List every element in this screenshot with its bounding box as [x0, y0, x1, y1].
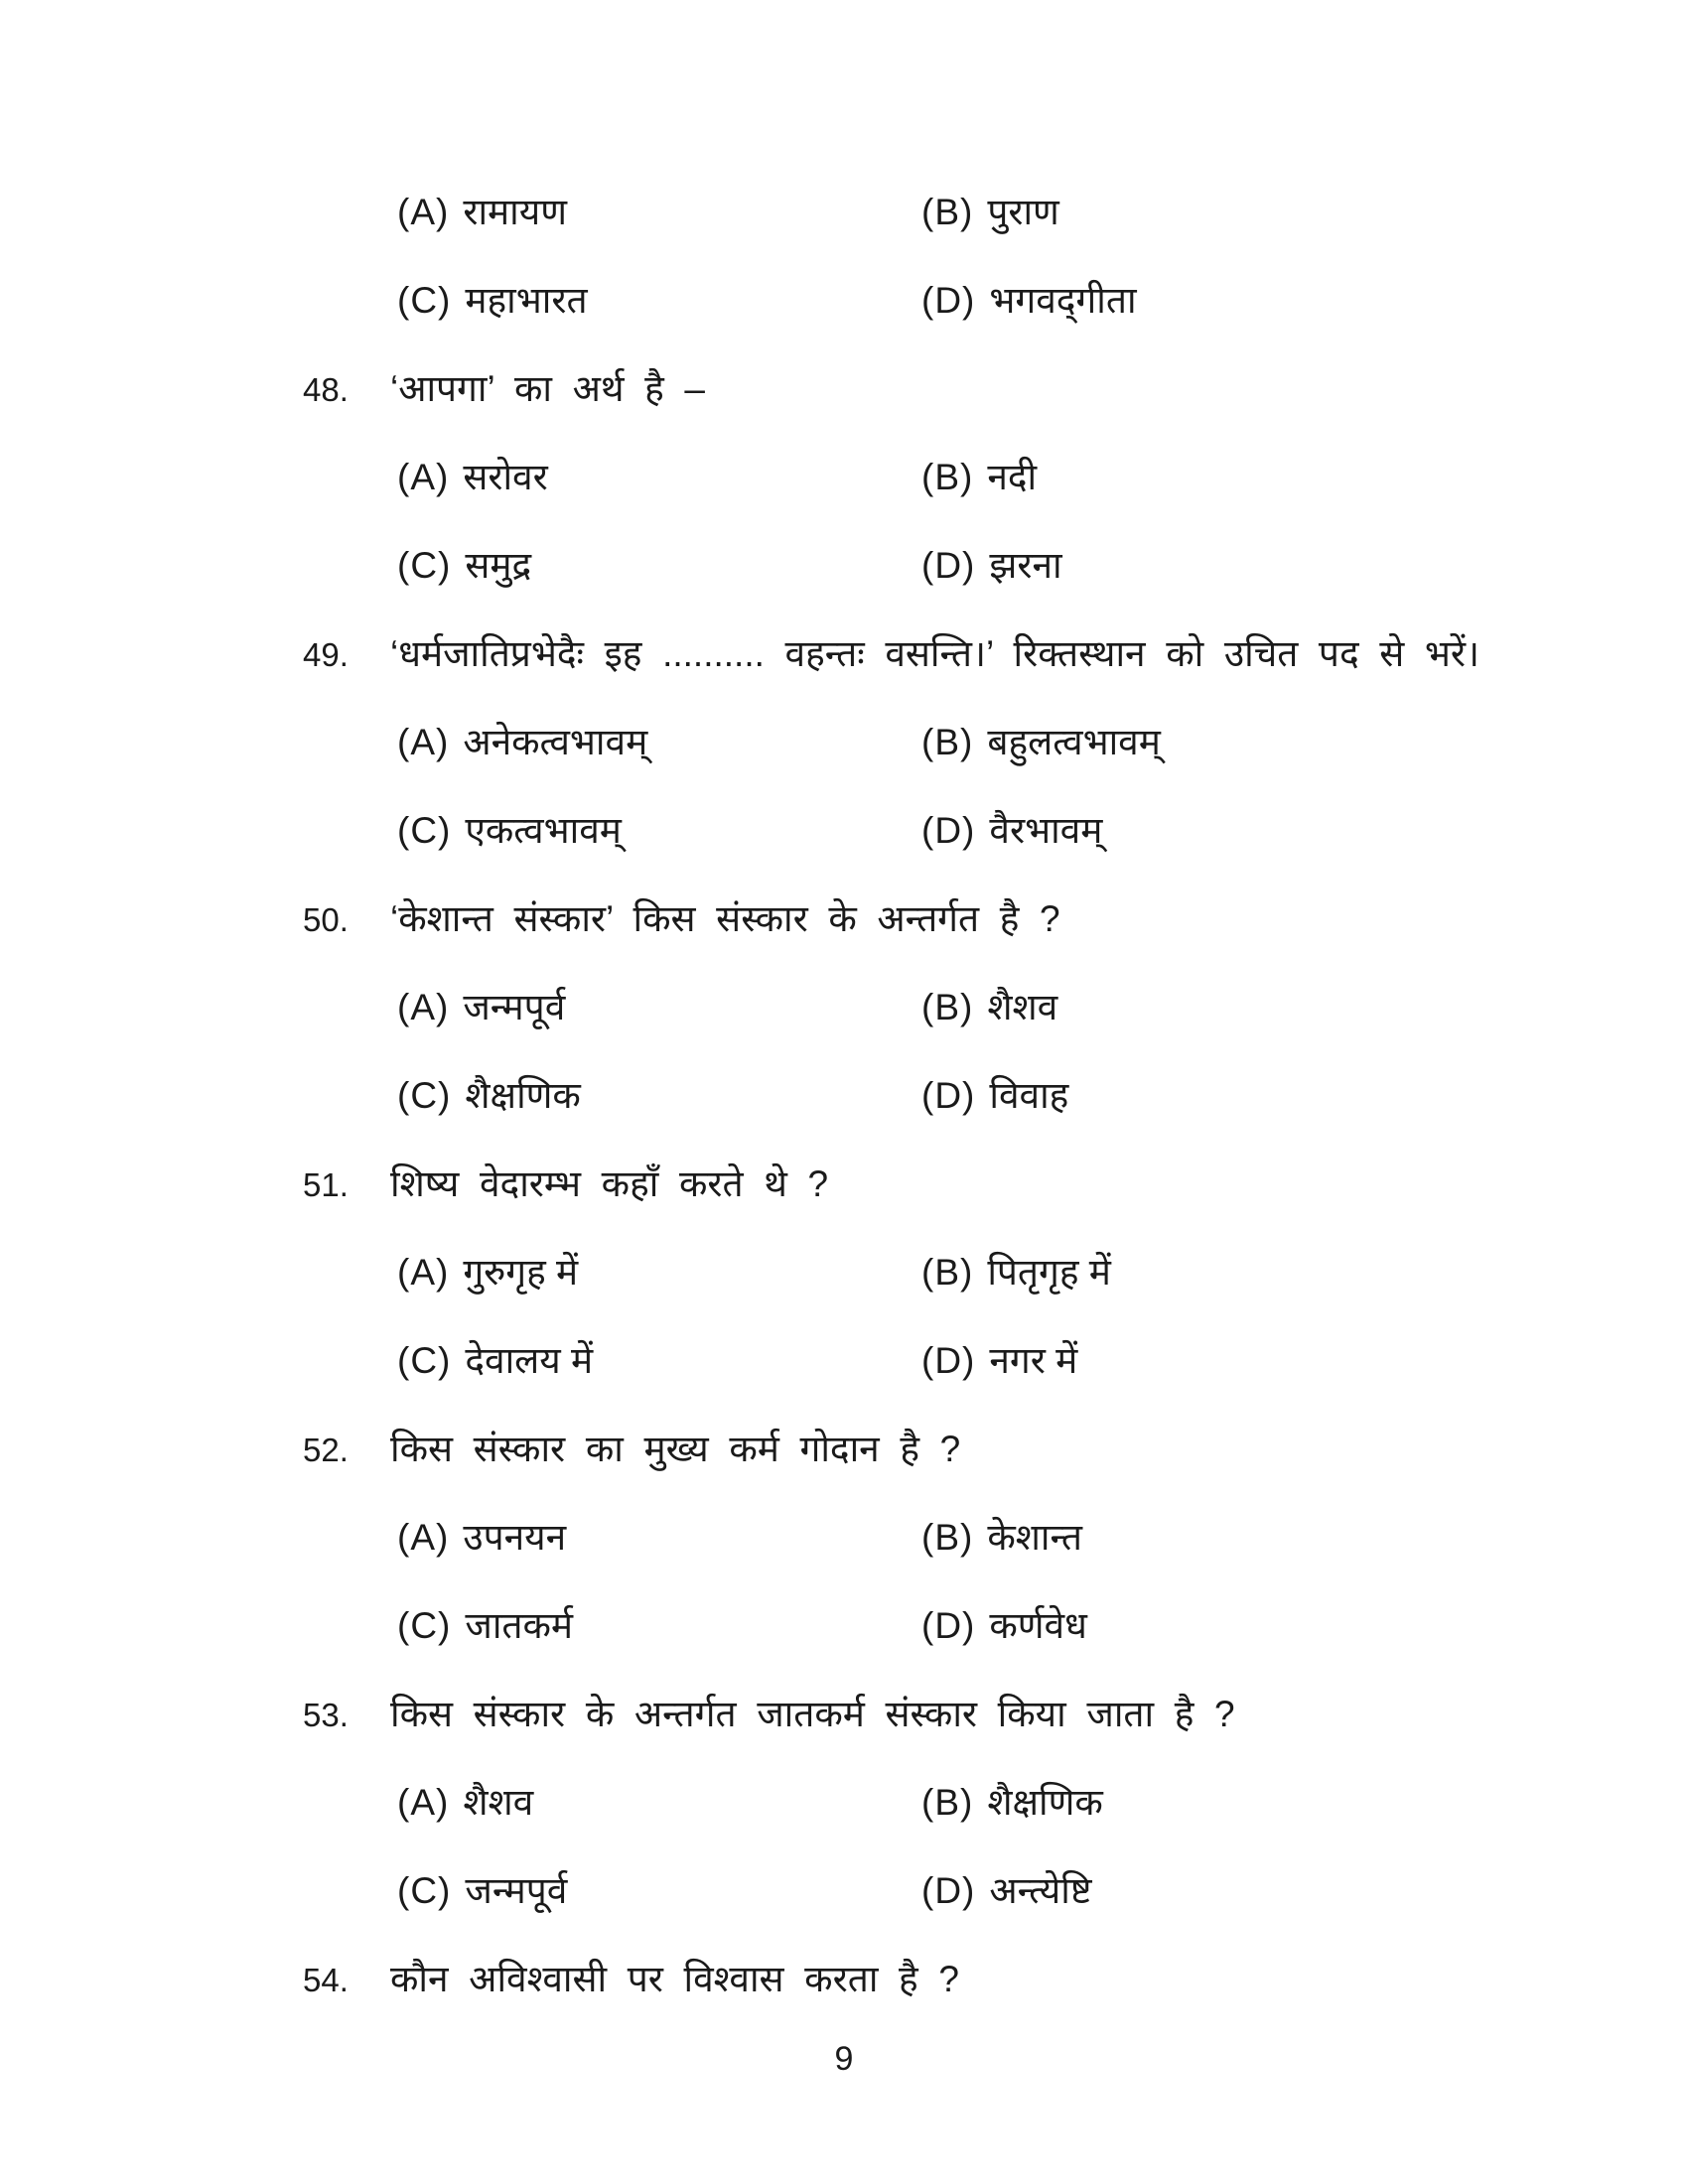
question-number: 49. [303, 636, 349, 673]
option-a [397, 450, 921, 500]
question-50-options-cd [0, 1068, 1688, 1157]
question-number: 50. [303, 901, 349, 938]
option-c [397, 538, 921, 589]
option-label: (D) [921, 545, 976, 586]
option-label: (A) [397, 722, 450, 762]
option-text: रामायण [463, 192, 567, 232]
option-d [921, 273, 1137, 324]
question-text: किस संस्कार के अन्तर्गत जातकर्म संस्कार किया जाता है ? [390, 1694, 1235, 1734]
option-label: (C) [397, 1075, 452, 1116]
option-c [397, 273, 921, 324]
option-label: (C) [397, 1605, 452, 1646]
option-text: कर्णवेध [989, 1605, 1087, 1646]
option-text: शैशव [987, 987, 1058, 1027]
option-text: झरना [989, 545, 1062, 586]
option-label: (C) [397, 810, 452, 851]
question-51 [0, 1157, 1688, 1245]
question-52-options-ab [0, 1510, 1688, 1598]
option-d [921, 538, 1062, 589]
question-48-options-ab [0, 450, 1688, 538]
option-b [921, 715, 1161, 765]
option-text: सरोवर [463, 457, 548, 497]
option-text: शैशव [463, 1782, 534, 1823]
question-53-options-ab [0, 1775, 1688, 1863]
option-c [397, 1863, 921, 1914]
option-label: (A) [397, 1517, 450, 1558]
option-label: (A) [397, 1782, 450, 1823]
option-label: (B) [921, 192, 974, 232]
option-b [921, 1510, 1082, 1561]
option-text: एकत्वभावम् [465, 810, 622, 851]
question-48-options-cd [0, 538, 1688, 626]
question-number: 51. [303, 1166, 349, 1203]
option-text: उपनयन [463, 1517, 567, 1558]
option-text: जन्मपूर्व [465, 1870, 568, 1911]
option-label: (D) [921, 280, 976, 321]
option-text: नदी [987, 457, 1038, 497]
option-a [397, 715, 921, 765]
option-label: (C) [397, 1340, 452, 1381]
question-number: 52. [303, 1432, 349, 1468]
option-label: (A) [397, 457, 450, 497]
option-c [397, 803, 921, 854]
option-text: समुद्र [465, 545, 532, 586]
option-a [397, 1775, 921, 1826]
question-number: 54. [303, 1962, 349, 1998]
option-label: (B) [921, 1252, 974, 1293]
option-label: (D) [921, 1340, 976, 1381]
question-54 [0, 1952, 1688, 2040]
option-d [921, 1333, 1077, 1384]
option-label: (D) [921, 1075, 976, 1116]
question-number: 53. [303, 1697, 349, 1733]
option-text: जातकर्म [465, 1605, 574, 1646]
question-52-options-cd [0, 1598, 1688, 1687]
option-label: (D) [921, 810, 976, 851]
option-c [397, 1598, 921, 1649]
option-text: जन्मपूर्व [463, 987, 566, 1027]
option-text: देवालय में [465, 1340, 594, 1381]
question-50-options-ab [0, 980, 1688, 1068]
question-text: किस संस्कार का मुख्य कर्म गोदान है ? [390, 1429, 961, 1469]
option-label: (A) [397, 987, 450, 1027]
question-49-options-cd [0, 803, 1688, 891]
option-label: (B) [921, 1782, 974, 1823]
option-d [921, 1068, 1068, 1119]
option-label: (B) [921, 1517, 974, 1558]
question-52 [0, 1422, 1688, 1510]
option-text: अनेकत्वभावम् [463, 722, 648, 762]
option-text: भगवद्‌गीता [989, 280, 1137, 321]
option-text: महाभारत [465, 280, 588, 321]
option-label: (A) [397, 1252, 450, 1293]
option-a [397, 185, 921, 235]
option-d [921, 1598, 1087, 1649]
option-label: (D) [921, 1870, 976, 1911]
question-53-options-cd [0, 1863, 1688, 1952]
option-label: (A) [397, 192, 450, 232]
option-c [397, 1068, 921, 1119]
question-50 [0, 891, 1688, 980]
question-49 [0, 626, 1688, 715]
question-49-options-ab [0, 715, 1688, 803]
question-47-options-cd [0, 273, 1688, 361]
question-48 [0, 361, 1688, 450]
question-text: कौन अविश्वासी पर विश्वास करता है ? [390, 1959, 959, 1999]
question-53 [0, 1687, 1688, 1775]
question-number: 48. [303, 371, 349, 408]
option-text: अन्त्येष्टि [989, 1870, 1092, 1911]
option-b [921, 1245, 1111, 1296]
question-text: ‘केशान्त संस्कार’ किस संस्कार के अन्तर्गत है ? [390, 898, 1060, 939]
question-47-options-ab [0, 185, 1688, 273]
option-b [921, 980, 1057, 1030]
question-text: ‘धर्मजातिप्रभेदैः इह .......... वहन्तः वसन्ति।’ रिक्तस्थान को उचित पद से भरें। [390, 633, 1480, 674]
option-text: गुरुगृह में [463, 1252, 579, 1293]
option-label: (C) [397, 1870, 452, 1911]
question-text: शिष्य वेदारम्भ कहाँ करते थे ? [390, 1163, 829, 1204]
option-b [921, 185, 1059, 235]
option-label: (C) [397, 545, 452, 586]
option-text: पितृगृह में [987, 1252, 1111, 1293]
option-text: नगर में [989, 1340, 1078, 1381]
option-b [921, 450, 1037, 500]
option-text: शैक्षणिक [465, 1075, 581, 1116]
option-label: (C) [397, 280, 452, 321]
option-label: (B) [921, 987, 974, 1027]
option-text: केशान्त [987, 1517, 1082, 1558]
option-b [921, 1775, 1103, 1826]
page-number: 9 [834, 2040, 854, 2078]
option-label: (B) [921, 457, 974, 497]
question-51-options-cd [0, 1333, 1688, 1422]
option-a [397, 980, 921, 1030]
option-a [397, 1510, 921, 1561]
option-d [921, 803, 1102, 854]
question-text: ‘आपगा’ का अर्थ है – [390, 368, 706, 409]
option-a [397, 1245, 921, 1296]
option-text: वैरभावम् [989, 810, 1103, 851]
option-label: (D) [921, 1605, 976, 1646]
option-c [397, 1333, 921, 1384]
question-51-options-ab [0, 1245, 1688, 1333]
option-d [921, 1863, 1091, 1914]
option-text: पुराण [987, 192, 1059, 232]
option-label: (B) [921, 722, 974, 762]
option-text: विवाह [989, 1075, 1069, 1116]
option-text: शैक्षणिक [987, 1782, 1103, 1823]
option-text: बहुलत्वभावम् [987, 722, 1161, 762]
